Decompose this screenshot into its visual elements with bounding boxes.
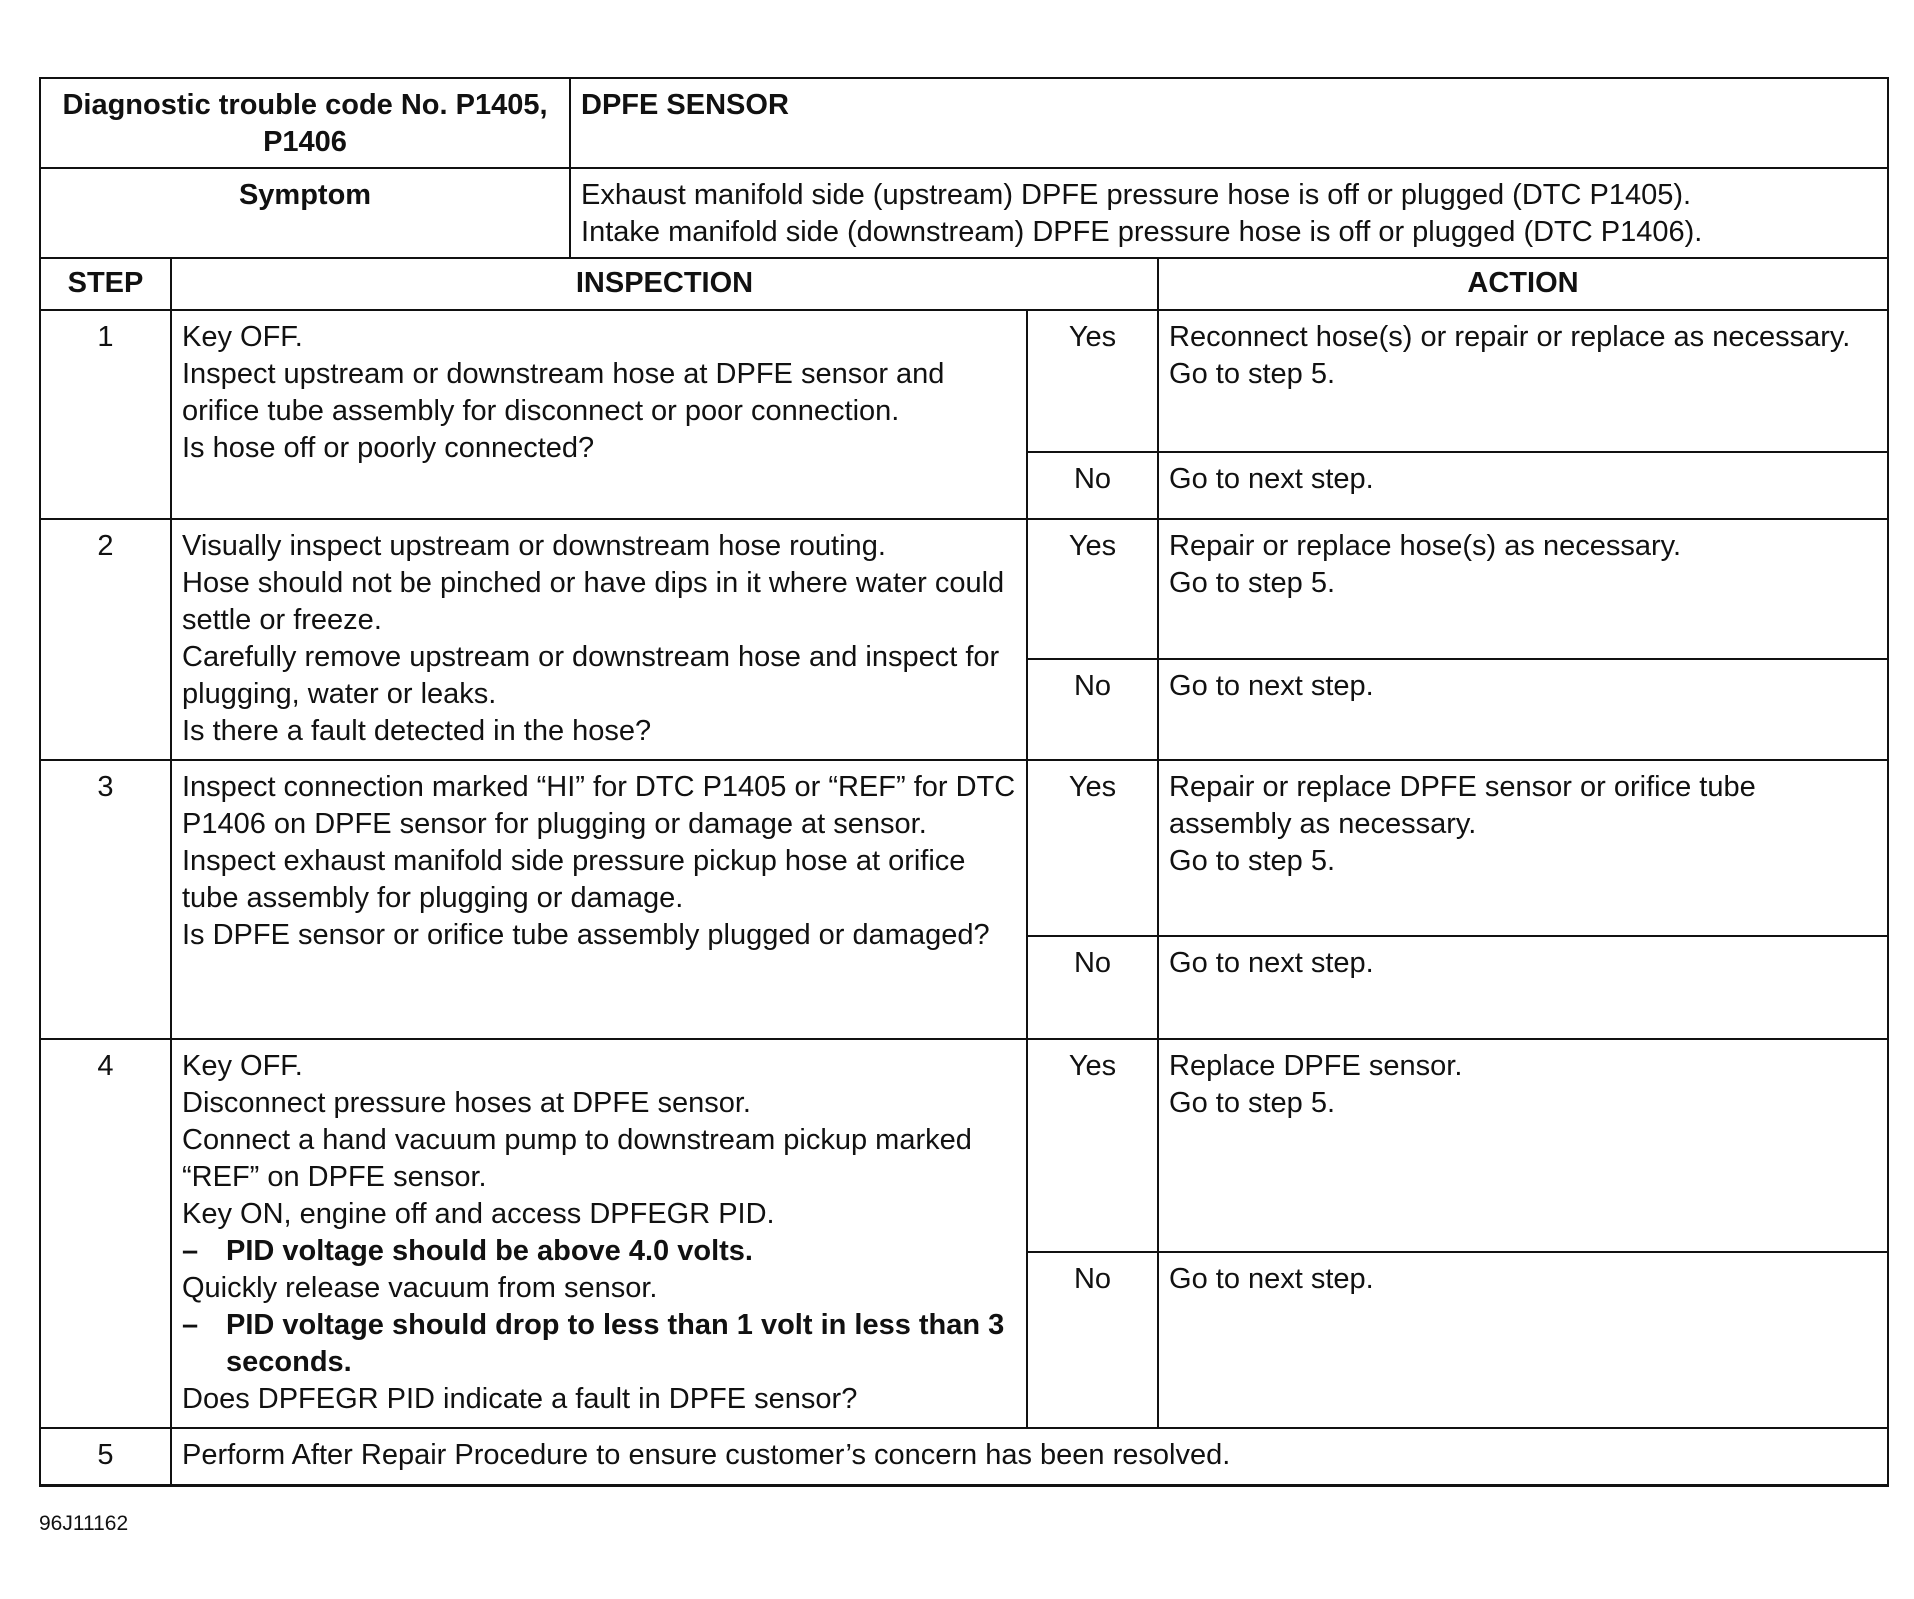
inspection-line: Is DPFE sensor or orifice tube assembly plugged or damaged? bbox=[182, 919, 990, 951]
inspection-line: Hose should not be pinched or have dips in it where water could settle or freeze. bbox=[182, 567, 1005, 636]
yes-label: Yes bbox=[1027, 1039, 1158, 1252]
inspection-line: Key OFF. bbox=[182, 321, 303, 353]
yes-action bbox=[1158, 519, 1888, 659]
action-line: Go to step 5. bbox=[1169, 1087, 1336, 1119]
action-line: Reconnect hose(s) or repair or replace as necessary. bbox=[1169, 321, 1851, 353]
final-step-text: Perform After Repair Procedure to ensure customer’s concern has been resolved. bbox=[171, 1428, 1888, 1485]
dtc-title: DPFE SENSOR bbox=[570, 78, 1888, 168]
inspection-cell bbox=[171, 1039, 1027, 1428]
symptom-label: Symptom bbox=[40, 168, 570, 258]
dtc-header-row bbox=[40, 78, 1888, 168]
symptom-line: Exhaust manifold side (upstream) DPFE pressure hose is off or plugged (DTC P1405). bbox=[581, 179, 1692, 211]
inspection-cell bbox=[171, 760, 1027, 1039]
step-row bbox=[40, 519, 1888, 659]
step-column-header: STEP bbox=[40, 258, 171, 310]
step-number: 3 bbox=[40, 760, 171, 1039]
inspection-line: Inspect exhaust manifold side pressure pickup hose at orifice tube assembly for plugging or damage. bbox=[182, 845, 966, 914]
step-row bbox=[40, 1039, 1888, 1252]
yes-label: Yes bbox=[1027, 310, 1158, 452]
step-row bbox=[40, 760, 1888, 936]
inspection-line: Quickly release vacuum from sensor. bbox=[182, 1272, 658, 1304]
action-line: Go to next step. bbox=[1169, 947, 1374, 979]
inspection-line: Is hose off or poorly connected? bbox=[182, 432, 595, 464]
inspection-cell bbox=[171, 310, 1027, 519]
inspection-line: Key OFF. bbox=[182, 1050, 303, 1082]
action-line: Go to step 5. bbox=[1169, 845, 1336, 877]
no-action bbox=[1158, 1252, 1888, 1428]
no-label: No bbox=[1027, 659, 1158, 760]
step-number: 1 bbox=[40, 310, 171, 519]
column-header-row bbox=[40, 258, 1888, 310]
action-line: Go to step 5. bbox=[1169, 358, 1336, 390]
bullet-text: PID voltage should be above 4.0 volts. bbox=[226, 1235, 753, 1267]
symptom-line: Intake manifold side (downstream) DPFE pressure hose is off or plugged (DTC P1406). bbox=[581, 216, 1703, 248]
step-number: 2 bbox=[40, 519, 171, 760]
step-row bbox=[40, 310, 1888, 452]
dtc-table bbox=[39, 77, 1889, 1487]
yes-action bbox=[1158, 310, 1888, 452]
inspection-line: Connect a hand vacuum pump to downstream pickup marked “REF” on DPFE sensor. bbox=[182, 1124, 972, 1193]
action-line: Go to step 5. bbox=[1169, 567, 1336, 599]
inspection-bullet bbox=[182, 1233, 1016, 1270]
bullet-text: PID voltage should drop to less than 1 volt in less than 3 seconds. bbox=[226, 1309, 1005, 1378]
inspection-line: Is there a fault detected in the hose? bbox=[182, 715, 652, 747]
action-line: Go to next step. bbox=[1169, 1263, 1374, 1295]
yes-action bbox=[1158, 1039, 1888, 1252]
no-action bbox=[1158, 936, 1888, 1039]
figure-id: 96J11162 bbox=[39, 1512, 129, 1535]
action-line: Repair or replace hose(s) as necessary. bbox=[1169, 530, 1682, 562]
inspection-line: Does DPFEGR PID indicate a fault in DPFE sensor? bbox=[182, 1383, 858, 1415]
inspection-line: Key ON, engine off and access DPFEGR PID. bbox=[182, 1198, 775, 1230]
no-action bbox=[1158, 452, 1888, 519]
no-label: No bbox=[1027, 936, 1158, 1039]
symptom-row bbox=[40, 168, 1888, 258]
inspection-line: Inspect upstream or downstream hose at DPFE sensor and orifice tube assembly for disconnect or poor connection. bbox=[182, 358, 945, 427]
no-label: No bbox=[1027, 452, 1158, 519]
action-line: Repair or replace DPFE sensor or orifice tube assembly as necessary. bbox=[1169, 771, 1756, 840]
yes-action bbox=[1158, 760, 1888, 936]
inspection-line: Inspect connection marked “HI” for DTC P1405 or “REF” for DTC P1406 on DPFE sensor for plugging or damage at sensor. bbox=[182, 771, 1016, 840]
final-step-row bbox=[40, 1428, 1888, 1485]
inspection-cell bbox=[171, 519, 1027, 760]
inspection-line: Disconnect pressure hoses at DPFE sensor. bbox=[182, 1087, 751, 1119]
action-line: Go to next step. bbox=[1169, 463, 1374, 495]
dash-icon: – bbox=[182, 1309, 199, 1341]
no-label: No bbox=[1027, 1252, 1158, 1428]
yes-label: Yes bbox=[1027, 760, 1158, 936]
action-line: Replace DPFE sensor. bbox=[1169, 1050, 1463, 1082]
step-number: 4 bbox=[40, 1039, 171, 1428]
inspection-line: Carefully remove upstream or downstream hose and inspect for plugging, water or leaks. bbox=[182, 641, 1000, 710]
step-number: 5 bbox=[40, 1428, 171, 1485]
inspection-bullet bbox=[182, 1307, 1016, 1381]
dtc-label: Diagnostic trouble code No. P1405, P1406 bbox=[40, 78, 570, 168]
no-action bbox=[1158, 659, 1888, 760]
inspection-line: Visually inspect upstream or downstream hose routing. bbox=[182, 530, 886, 562]
inspection-column-header: INSPECTION bbox=[171, 258, 1158, 310]
action-column-header: ACTION bbox=[1158, 258, 1888, 310]
yes-label: Yes bbox=[1027, 519, 1158, 659]
dash-icon: – bbox=[182, 1235, 199, 1267]
action-line: Go to next step. bbox=[1169, 670, 1374, 702]
symptom-text bbox=[570, 168, 1888, 258]
